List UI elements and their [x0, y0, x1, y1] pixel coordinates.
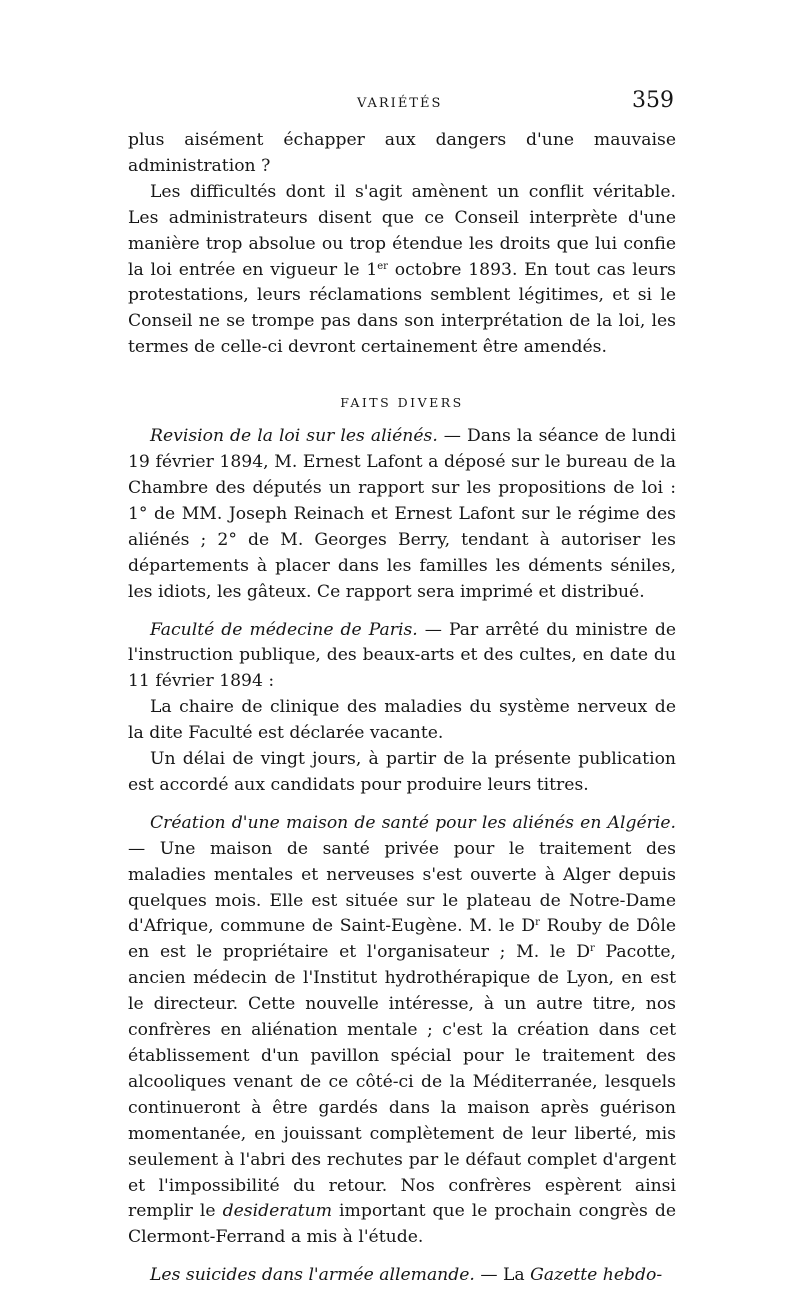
- item-creation-text-d: important que le prochain congrès de Clermont-Ferrand a mis à l'étude.: [128, 1201, 677, 1248]
- intro-paragraph-1: [128, 128, 676, 180]
- page-body: [128, 128, 676, 1289]
- item-revision: [128, 424, 676, 605]
- superscript-r-2: r: [590, 943, 595, 955]
- desideratum-word: desideratum: [222, 1201, 333, 1222]
- section-title: FAITS DIVERS: [340, 395, 464, 411]
- item-creation-text-a: — Une maison de santé privée pour le traitement des maladies mentales et nerveuses s'est ouverte à Alger depuis quelques mois. Elle est située sur le plateau de Notre-Dame d'Afrique, commune de Saint-Eugène. M. le D: [128, 838, 676, 937]
- item-creation-title: Création d'une maison de santé pour les aliénés en Algérie.: [150, 812, 676, 833]
- superscript-r-1: r: [535, 917, 540, 929]
- intro-p2-text-a: Les difficultés dont il s'agit amènent un conflit véritable. Les administrateurs disent que ce Conseil interprète d'une manière trop absolue ou trop étendue les droits que lui confie la loi entrée en vigueur le 1: [128, 181, 676, 280]
- running-head: VARIÉTÉS: [357, 96, 443, 111]
- intro-p2-text-b: octobre 1893. En tout cas leurs protestations, leurs réclamations semblent légitimes, et si le Conseil ne se trompe pas dans son interprétation de la loi, les termes de celle-ci devront certainement être amendés.: [128, 259, 676, 358]
- item-creation-text-c: Pacotte, ancien médecin de l'Institut hydrothérapique de Lyon, en est le directeur. Cette nouvelle intéresse, à un autre titre, nos confrères en aliénation mentale ; c'est la création dans cet établissement d'un pavillon spécial pour le traitement des alcooliques venant de ce côté-ci de la Méditerranée, lesquels continueront à être gardés dans la maison après guérison momentanée, en jouissant complètement de leur liberté, mis seulement à l'abri des rechutes par le défaut complet d'argent et l'impossibilité du retour. Nos confrères espèrent ainsi remplir le: [128, 942, 676, 1222]
- item-faculte-paragraph-2: La chaire de clinique des maladies du système nerveux de la dite Faculté est déclarée vacante.: [128, 697, 676, 744]
- item-faculte: [128, 618, 676, 696]
- item-faculte-text: — Par arrêté du ministre de l'instruction publique, des beaux-arts et des cultes, en date du 11 février 1894 :: [128, 619, 676, 692]
- page-header: [0, 88, 800, 120]
- intro-p1-text: plus aisément échapper aux dangers d'une mauvaise administration ?: [128, 130, 676, 176]
- item-creation-text-b: Rouby de Dôle en est le propriétaire et l'organisateur ; M. le D: [128, 916, 676, 963]
- item-suicides-gazette: Gazette hebdo-: [530, 1265, 663, 1286]
- superscript-er: er: [377, 260, 388, 272]
- item-faculte-title: Faculté de médecine de Paris.: [150, 619, 418, 640]
- item-suicides: [128, 1263, 676, 1289]
- page-number: 359: [632, 88, 674, 113]
- item-revision-text: — Dans la séance de lundi 19 février 1894, M. Ernest Lafont a déposé sur le bureau de la Chambre des députés un rapport sur les propositions de loi : 1° de MM. Joseph Reinach et Ernest Lafont sur le régime des aliénés ; 2° de M. Georges Berry, tendant à autoriser les départements à placer dans les familles les déments séniles, les idiots, les gâteux. Ce rapport sera imprimé et distribué.: [128, 426, 676, 602]
- item-suicides-text: — La: [474, 1265, 531, 1286]
- item-revision-title: Revision de la loi sur les aliénés.: [150, 426, 438, 447]
- item-creation: [128, 811, 676, 1251]
- item-suicides-title: Les suicides dans l'armée allemande.: [150, 1265, 475, 1286]
- item-faculte-paragraph-3: Un délai de vingt jours, à partir de la présente publication est accordé aux candidats pour produire leurs titres.: [128, 749, 676, 795]
- intro-paragraph-2: [128, 180, 676, 361]
